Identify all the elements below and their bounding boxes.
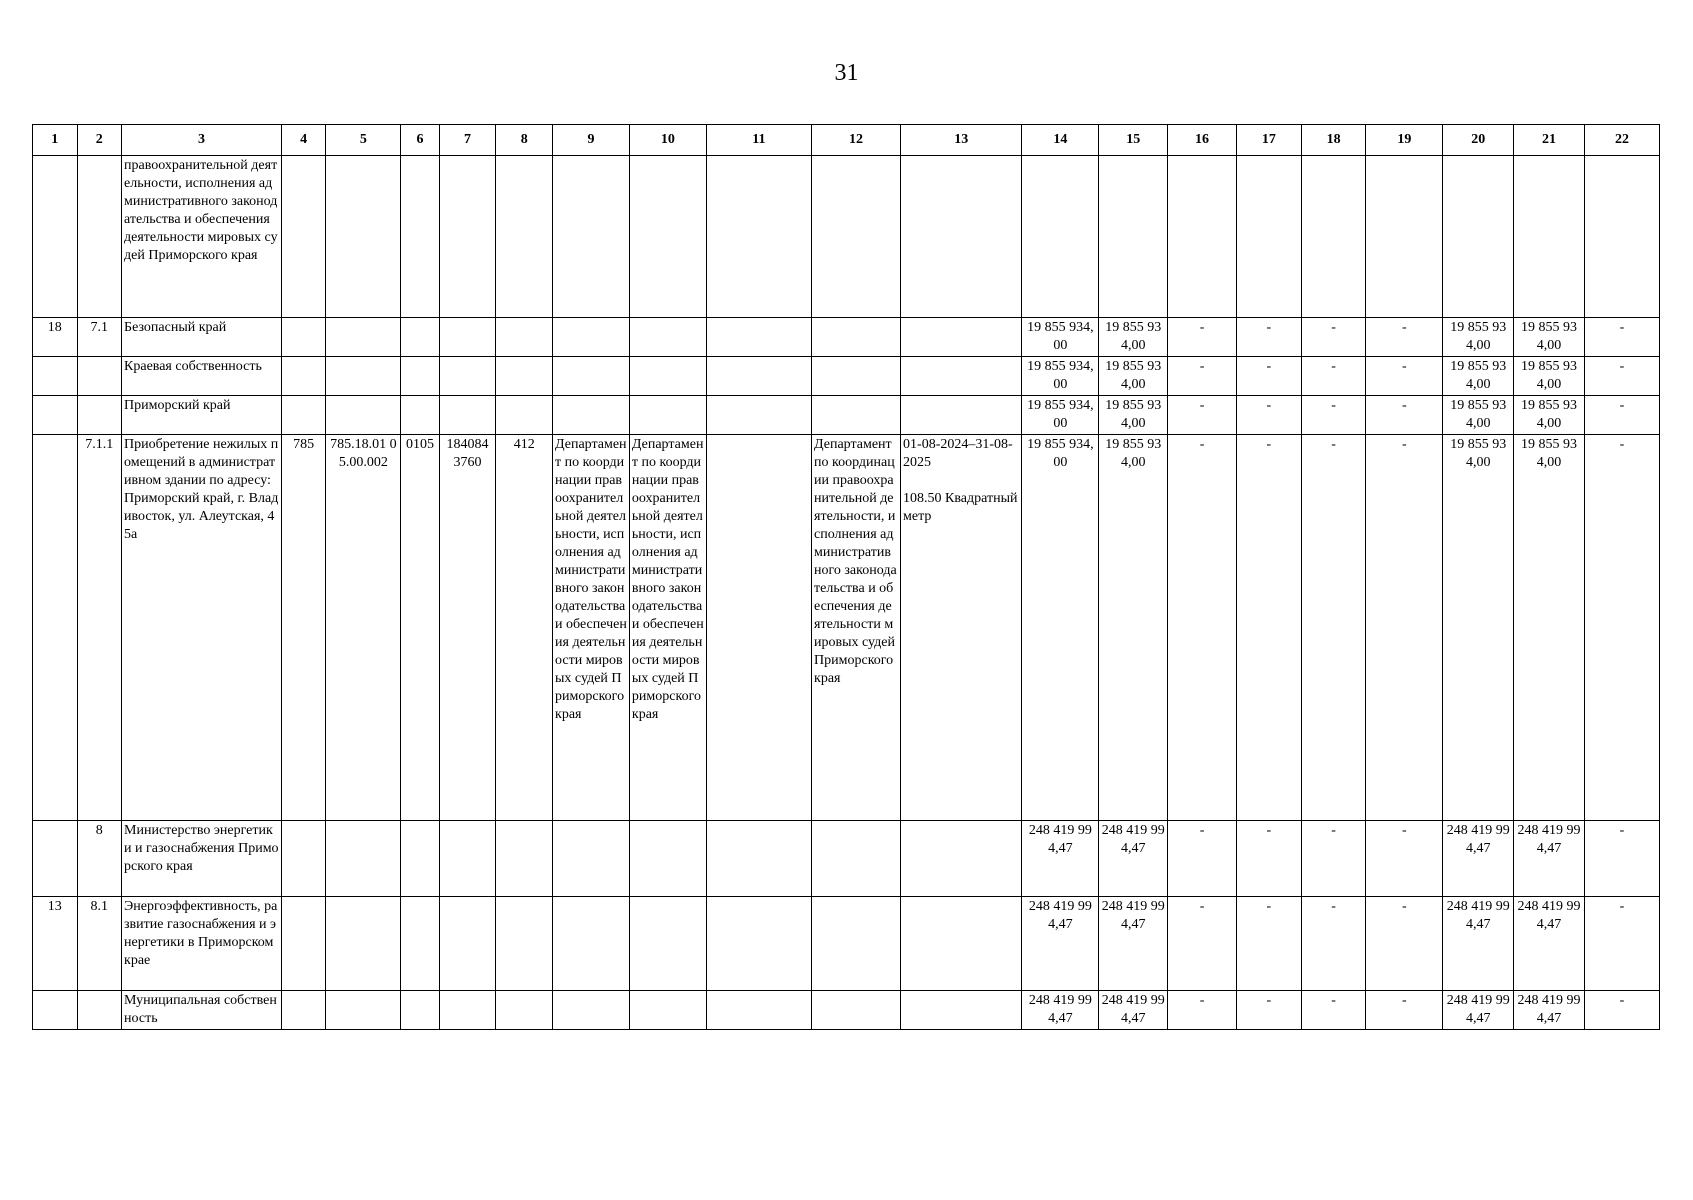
cell-amount: 248 419 994,47 [1022,897,1099,991]
cell-amount: 248 419 994,47 [1443,897,1514,991]
cell: 8 [77,821,122,897]
column-header: 14 [1022,125,1099,156]
cell: - [1584,991,1659,1030]
cell-amount: 248 419 994,47 [1443,991,1514,1030]
column-header: 4 [281,125,326,156]
period-dates: 01-08-2024–31-08-2025 [903,437,1013,470]
cell: - [1366,897,1443,991]
cell-name: Краевая собственность [122,357,282,396]
cell [77,396,122,435]
cell: - [1584,897,1659,991]
cell: 7.1 [77,318,122,357]
column-header: 11 [706,125,811,156]
cell-amount: 248 419 994,47 [1514,991,1585,1030]
cell-code: 785 [281,435,326,821]
cell: - [1236,897,1301,991]
column-header: 22 [1584,125,1659,156]
column-header: 15 [1099,125,1168,156]
cell: - [1236,435,1301,821]
cell-amount: 19 855 934,00 [1022,396,1099,435]
cell-code: 785.18.01 05.00.002 [326,435,401,821]
column-header: 8 [496,125,553,156]
cell: 8.1 [77,897,122,991]
cell-amount: 248 419 994,47 [1099,821,1168,897]
cell-amount: 248 419 994,47 [1099,897,1168,991]
cell [706,435,811,821]
cell: - [1168,991,1237,1030]
cell-code: 0105 [401,435,439,821]
cell-name: Приморский край [122,396,282,435]
cell: - [1366,821,1443,897]
column-header: 19 [1366,125,1443,156]
cell [77,991,122,1030]
cell-amount: 248 419 994,47 [1443,821,1514,897]
column-header: 20 [1443,125,1514,156]
cell: - [1366,435,1443,821]
cell [77,156,122,318]
table-row [33,156,1660,318]
cell: - [1236,357,1301,396]
column-header: 2 [77,125,122,156]
column-header: 10 [629,125,706,156]
cell: - [1366,396,1443,435]
cell-department: Департамент по координации правоохранительной деятельности, исполнения административного законодательства и обеспечения деятельности мировых судей Приморского края [629,435,706,821]
cell-department: Департамент по координации правоохранительной деятельности, исполнения административного законодательства и обеспечения деятельности мировых судей Приморского края [812,435,901,821]
cell: - [1301,897,1366,991]
column-header: 3 [122,125,282,156]
column-header: 16 [1168,125,1237,156]
cell: - [1584,435,1659,821]
cell-amount: 19 855 934,00 [1514,435,1585,821]
cell-amount: 19 855 934,00 [1099,357,1168,396]
cell: - [1301,396,1366,435]
cell-amount: 248 419 994,47 [1022,821,1099,897]
cell: - [1366,991,1443,1030]
cell-amount: 19 855 934,00 [1443,357,1514,396]
header-row [33,125,1660,156]
cell-amount: 248 419 994,47 [1022,991,1099,1030]
column-header: 12 [812,125,901,156]
cell: - [1168,318,1237,357]
cell-amount: 248 419 994,47 [1514,897,1585,991]
cell-amount: 19 855 934,00 [1514,357,1585,396]
budget-table [32,124,1660,1030]
cell-amount: 19 855 934,00 [1443,435,1514,821]
cell-amount: 19 855 934,00 [1022,357,1099,396]
cell-name: правоохранительной деятельности, исполнения административного законодательства и обеспечения деятельности мировых судей Приморского края [122,156,282,318]
cell-name: Энергоэффективность, развитие газоснабжения и энергетики в Приморском крае [122,897,282,991]
capacity: 108.50 Квадратный метр [903,491,1018,524]
column-header: 13 [901,125,1022,156]
cell-name: Муниципальная собственность [122,991,282,1030]
cell [33,396,78,435]
cell-amount: 19 855 934,00 [1443,318,1514,357]
cell-amount: 19 855 934,00 [1099,396,1168,435]
table-row [33,897,1660,991]
column-header: 18 [1301,125,1366,156]
table-row [33,318,1660,357]
cell-amount: 19 855 934,00 [1514,318,1585,357]
column-header: 17 [1236,125,1301,156]
cell-amount: 19 855 934,00 [1099,318,1168,357]
column-header: 6 [401,125,439,156]
table-row [33,435,1660,821]
cell: - [1236,396,1301,435]
cell-amount: 248 419 994,47 [1099,991,1168,1030]
cell-code: 412 [496,435,553,821]
cell-amount: 19 855 934,00 [1022,435,1099,821]
cell-amount: 248 419 994,47 [1514,821,1585,897]
cell: - [1301,357,1366,396]
cell-amount: 19 855 934,00 [1443,396,1514,435]
cell: - [1301,991,1366,1030]
cell-amount: 19 855 934,00 [1022,318,1099,357]
cell [33,435,78,821]
cell: - [1168,357,1237,396]
cell: - [1168,897,1237,991]
cell [33,821,78,897]
cell-period [901,435,1022,821]
page-number: 31 [834,60,859,86]
table-row [33,821,1660,897]
cell: - [1168,396,1237,435]
table-row [33,396,1660,435]
cell: 18 [33,318,78,357]
cell: - [1584,357,1659,396]
cell: - [1366,357,1443,396]
cell-code: 184084 3760 [439,435,496,821]
cell [33,156,78,318]
column-header: 7 [439,125,496,156]
table-row [33,357,1660,396]
cell: - [1584,396,1659,435]
cell-amount: 19 855 934,00 [1099,435,1168,821]
cell: - [1584,821,1659,897]
cell-amount: 19 855 934,00 [1514,396,1585,435]
cell [33,357,78,396]
cell: - [1366,318,1443,357]
cell: - [1236,991,1301,1030]
cell: - [1168,435,1237,821]
cell: 7.1.1 [77,435,122,821]
column-header: 9 [553,125,630,156]
cell-name: Безопасный край [122,318,282,357]
cell: - [1301,435,1366,821]
column-header: 5 [326,125,401,156]
cell: - [1301,821,1366,897]
cell: - [1301,318,1366,357]
cell: 13 [33,897,78,991]
cell: - [1236,318,1301,357]
cell [33,991,78,1030]
cell [77,357,122,396]
column-header: 1 [33,125,78,156]
cell: - [1168,821,1237,897]
table-row [33,991,1660,1030]
cell-name: Приобретение нежилых помещений в административном здании по адресу: Приморский край, г. Владивосток, ул. Алеутская, 45а [122,435,282,821]
cell: - [1584,318,1659,357]
cell-name: Министерство энергетики и газоснабжения Приморского края [122,821,282,897]
column-header: 21 [1514,125,1585,156]
cell-department: Департамент по координации правоохранительной деятельности, исполнения административного законодательства и обеспечения деятельности мировых судей Приморского края [553,435,630,821]
cell: - [1236,821,1301,897]
